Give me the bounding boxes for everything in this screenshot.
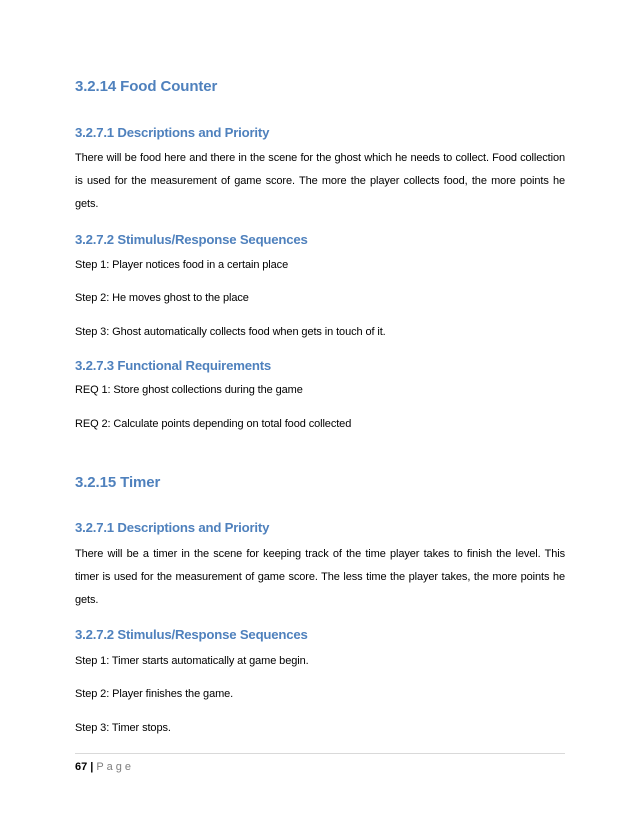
list-item-requirement: REQ 1: Store ghost collections during the game: [75, 384, 303, 396]
list-item-step: Step 3: Timer stops.: [75, 722, 171, 734]
paragraph-timer-description: There will be a timer in the scene for keeping track of the time player takes to finish the level. This timer is used for the measurement of game score. The less time the player takes, the more points he gets.: [75, 548, 565, 606]
list-item-step: Step 3: Ghost automatically collects food when gets in touch of it.: [75, 326, 386, 338]
subheading-descriptions-priority: 3.2.7.1 Descriptions and Priority: [75, 125, 270, 140]
list-item-step: Step 2: Player finishes the game.: [75, 688, 234, 700]
subheading-stimulus-response: 3.2.7.2 Stimulus/Response Sequences: [75, 232, 308, 247]
list-item-requirement: REQ 2: Calculate points depending on total food collected: [75, 418, 352, 430]
section-heading-food-counter: 3.2.14 Food Counter: [75, 78, 218, 95]
list-item-step: Step 2: He moves ghost to the place: [75, 292, 249, 304]
list-item-step: Step 1: Player notices food in a certain place: [75, 259, 289, 271]
page-number: 67: [75, 761, 88, 773]
subheading-stimulus-response: 3.2.7.2 Stimulus/Response Sequences: [75, 627, 308, 642]
list-item-step: Step 1: Timer starts automatically at game begin.: [75, 655, 309, 667]
paragraph-food-description: There will be food here and there in the scene for the ghost which he needs to collect. Food collection is used for the measurement of game score. The more the player collects food, the more points he gets.: [75, 152, 565, 210]
footer-separator: |: [90, 761, 94, 773]
section-heading-timer: 3.2.15 Timer: [75, 474, 161, 491]
page-footer: [75, 760, 134, 774]
footer-divider: [75, 753, 565, 754]
subheading-functional-requirements: 3.2.7.3 Functional Requirements: [75, 358, 272, 373]
subheading-descriptions-priority: 3.2.7.1 Descriptions and Priority: [75, 520, 270, 535]
page-label: Page: [96, 761, 135, 773]
